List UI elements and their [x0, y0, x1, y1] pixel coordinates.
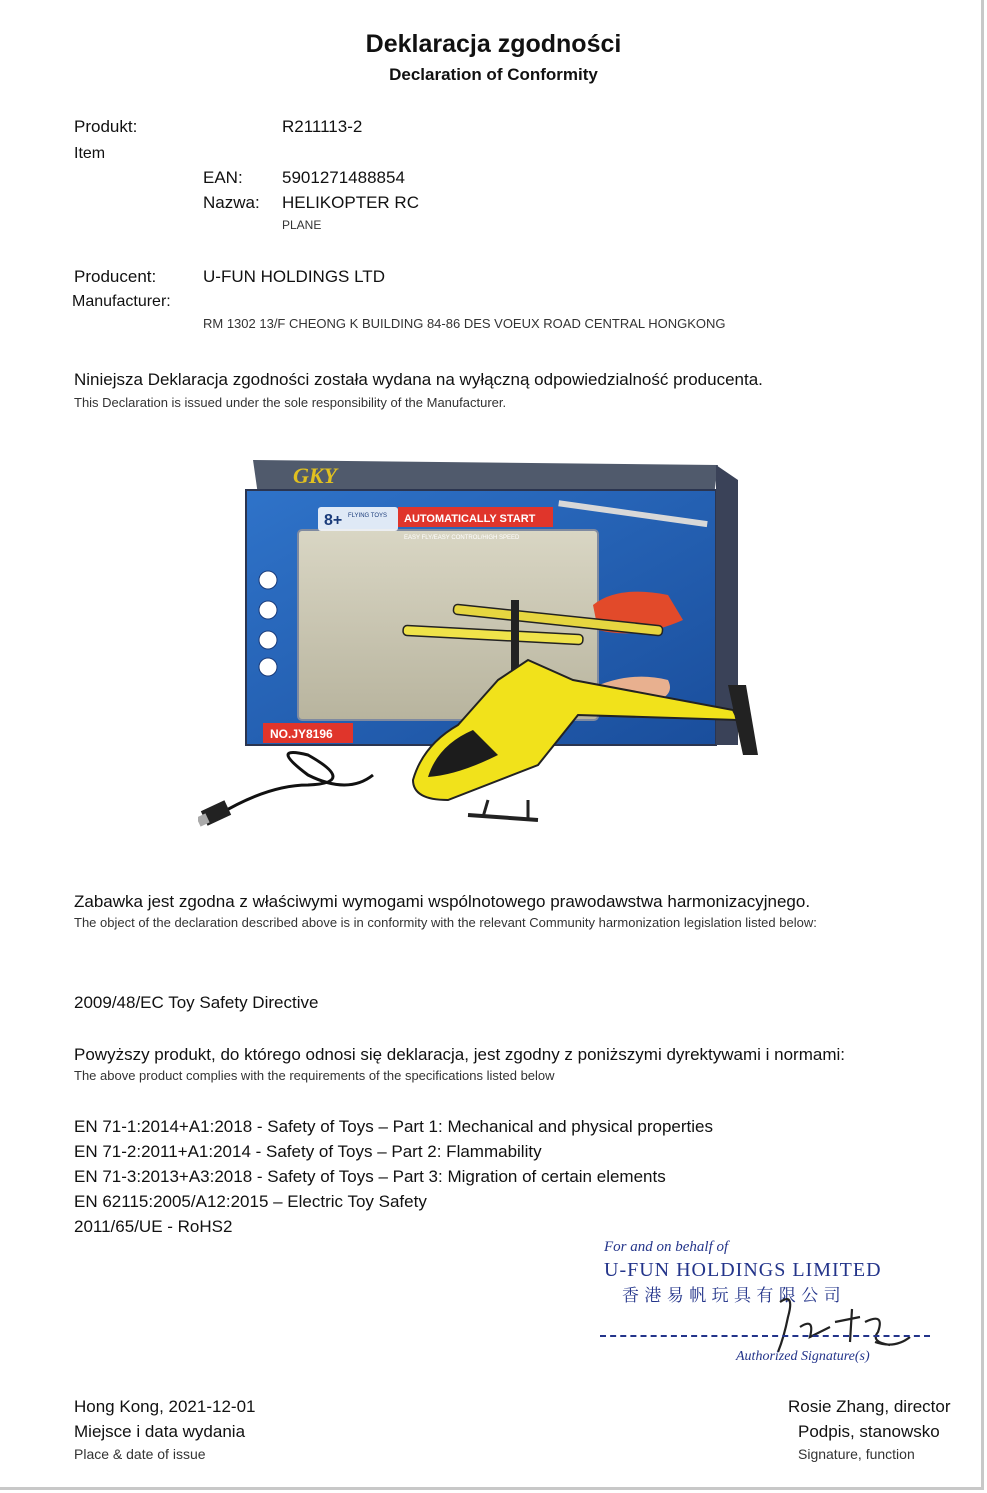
box-icon-1 [259, 571, 277, 589]
box-icon-2 [259, 601, 277, 619]
title-polish: Deklaracja zgodności [365, 30, 622, 58]
place-date: Hong Kong, 2021-12-01 [74, 1397, 256, 1416]
stamp-chinese: 香 港 易 帆 玩 具 有 限 公 司 [622, 1286, 841, 1306]
signer-name: Rosie Zhang, director [788, 1397, 951, 1416]
handwritten-signature [760, 1287, 920, 1357]
manufacturer-name: U-FUN HOLDINGS LTD [203, 267, 385, 286]
box-icon-3 [259, 631, 277, 649]
responsibility-english: This Declaration is issued under the sole responsibility of the Manufacturer. [74, 395, 507, 410]
signature-label-polish: Podpis, stanowsko [798, 1422, 940, 1441]
standard-5: 2011/65/UE - RoHS2 [74, 1217, 233, 1236]
stamp-signature-line [600, 1335, 930, 1337]
stamp-behalf: For and on behalf of [604, 1239, 729, 1255]
conformity-english: The object of the declaration described above is in conformity with the relevant Community harmonization legislation listed below: [74, 915, 817, 930]
manufacturer-address: RM 1302 13/F CHEONG K BUILDING 84-86 DES VOEUX ROAD CENTRAL HONGKONG [203, 316, 726, 331]
box-flying-toys-text: FLYING TOYS [348, 513, 388, 519]
standard-4: EN 62115:2005/A12:2015 – Electric Toy Safety [74, 1192, 427, 1211]
manufacturer-label: Manufacturer: [72, 293, 171, 310]
stamp-company: U-FUN HOLDINGS LIMITED [604, 1259, 882, 1281]
company-stamp [600, 1237, 940, 1372]
directive: 2009/48/EC Toy Safety Directive [74, 993, 319, 1012]
ean-value: 5901271488854 [282, 168, 405, 187]
conformity-polish: Zabawka jest zgodna z właściwymi wymogami wspólnotowego prawodawstwa harmonizacyjnego. [74, 892, 811, 911]
stamp-authorized: Authorized Signature(s) [736, 1349, 870, 1364]
producer-label: Producent: [74, 267, 157, 286]
product-name: HELIKOPTER RC [282, 193, 419, 212]
product-code: R211113-2 [282, 117, 363, 136]
box-age-text: 8+ [324, 512, 343, 529]
product-name-sub: PLANE [282, 218, 322, 232]
box-auto-start-text: AUTOMATICALLY START [404, 513, 536, 525]
usb-cable [198, 753, 373, 827]
standard-3: EN 71-3:2013+A3:2018 - Safety of Toys – Part 3: Migration of certain elements [74, 1167, 666, 1186]
responsibility-polish: Niniejsza Deklaracja zgodności została wydana na wyłączną odpowiedzialność producenta. [74, 370, 763, 389]
ean-label: EAN: [203, 168, 243, 187]
place-label-polish: Miejsce i data wydania [74, 1422, 246, 1441]
box-easy-fly-text: EASY FLY/EASY CONTROL/HIGH SPEED [404, 535, 520, 541]
box-brand-text: GKY [293, 463, 337, 488]
place-label-english: Place & date of issue [74, 1446, 206, 1462]
standard-1: EN 71-1:2014+A1:2018 - Safety of Toys – Part 1: Mechanical and physical properties [74, 1117, 713, 1136]
box-model-text: NO.JY8196 [270, 727, 333, 741]
standard-2: EN 71-2:2011+A1:2014 - Safety of Toys – Part 2: Flammability [74, 1142, 542, 1161]
product-photo [198, 455, 788, 840]
name-label: Nazwa: [203, 193, 260, 212]
complies-english: The above product complies with the requirements of the specifications listed below [74, 1068, 555, 1083]
item-label: Item [74, 145, 106, 162]
box-icon-4 [259, 658, 277, 676]
signature-label-english: Signature, function [798, 1446, 915, 1462]
complies-polish: Powyższy produkt, do którego odnosi się deklaracja, jest zgodny z poniższymi dyrektywami i normami: [74, 1045, 845, 1064]
title-english: Declaration of Conformity [389, 65, 598, 84]
product-label: Produkt: [74, 117, 138, 136]
